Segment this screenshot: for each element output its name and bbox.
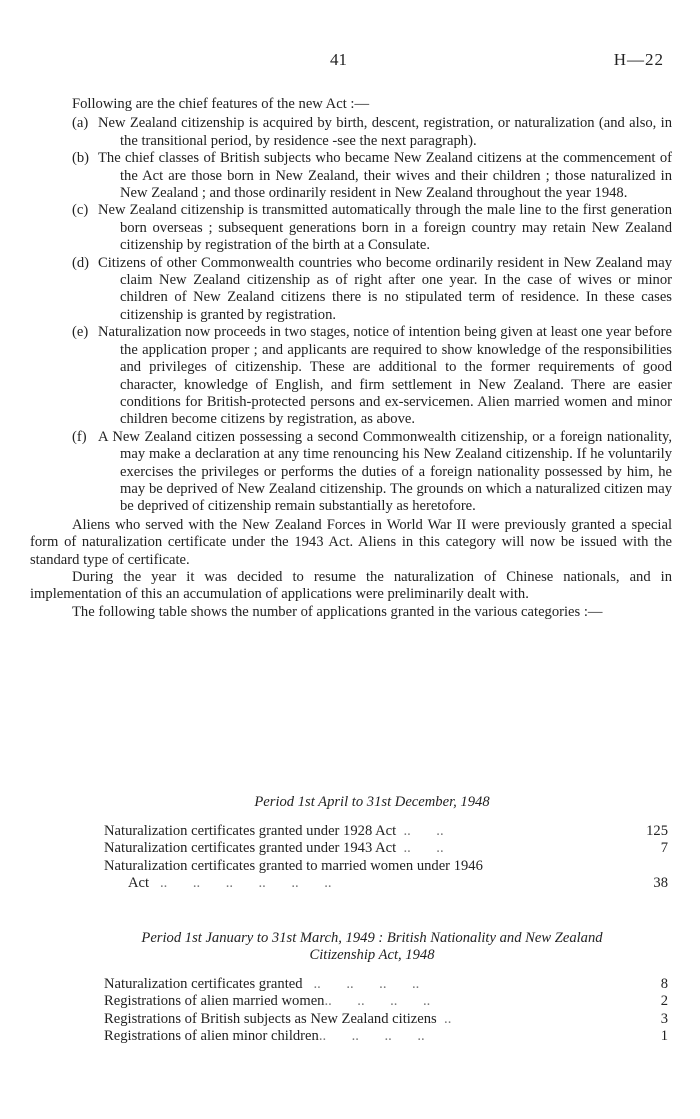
row-leader: ..: [436, 1010, 452, 1027]
body-text: [30, 96, 672, 621]
period-1-section: [72, 794, 672, 893]
row-value: 7: [660, 840, 668, 857]
row-leader: .. .. .. .. .. ..: [149, 875, 332, 892]
intro-line: Following are the chief features of the new Act :—: [72, 96, 370, 112]
feature-text: Naturalization now proceeds in two stages, notice of intention being given at least one year before the application proper ; and applicants are required to show knowledge of the responsibilities and privileges of citizenship. These are additional to the former requirements of good character, knowledge of English, and firm settlement in New Zealand. There are easier conditions for British-protected persons and ex-servicemen. Alien married women and minor children become citizens by registration, as above.: [98, 324, 672, 428]
table-row: [72, 1028, 672, 1045]
row-label: Naturalization certificates granted under 1928 Act: [104, 823, 397, 839]
feature-text: Citizens of other Commonwealth countries who become ordinarily resident in New Zealand may claim New Zealand citizenship as of right after one year. In the case of wives or minor children of New Zealand citizens there is no stipulated term of residence. In these cases citizenship is granted by registration.: [98, 254, 672, 323]
row-label: Registrations of alien minor children: [104, 1028, 319, 1045]
feature-marker: (c): [72, 202, 89, 219]
period-1-title: Period 1st April to 31st December, 1948: [254, 794, 490, 810]
table-row: [72, 1011, 672, 1028]
table-row: [72, 840, 672, 857]
page-number: 41: [330, 50, 347, 69]
row-label: Naturalization certificates granted: [104, 976, 303, 992]
table-row: [72, 976, 672, 993]
row-label: Act: [128, 875, 150, 892]
feature-item: [72, 202, 672, 254]
row-value: 8: [660, 976, 668, 992]
feature-item: [72, 150, 672, 202]
feature-item: [72, 255, 672, 325]
feature-marker: (a): [72, 115, 89, 132]
feature-item: [72, 429, 672, 516]
feature-marker: (f): [72, 428, 87, 445]
period-2-section: [72, 930, 672, 1046]
feature-text: The chief classes of British subjects who became New Zealand citizens at the commencement of the Act are those born in New Zealand, their wives and their children ; those naturalized in New Zealand ; and those ordinarily resident in New Zealand throughout the year 1948.: [98, 150, 672, 202]
feature-marker: (d): [72, 254, 90, 271]
feature-item: [72, 324, 672, 428]
table-row: [72, 823, 672, 840]
row-leader: .. .. .. ..: [324, 993, 431, 1010]
row-leader: .. ..: [396, 840, 444, 857]
row-leader: .. .. .. ..: [302, 976, 420, 992]
feature-marker: (e): [72, 324, 89, 341]
row-value: 125: [646, 823, 668, 839]
paragraph-aliens-forces: Aliens who served with the New Zealand Forces in World War II were previously granted a special form of naturalization certificate under the 1943 Act. Aliens in this category will now be issued with the standard type of certificate.: [30, 516, 672, 568]
row-label: Naturalization certificates granted to married women under 1946: [104, 857, 483, 874]
row-label: Naturalization certificates granted under 1943 Act: [104, 840, 397, 857]
row-value: 2: [660, 993, 668, 1010]
row-value: 3: [660, 1010, 668, 1027]
table-row: [72, 993, 672, 1010]
paragraph-table-intro: The following table shows the number of applications granted in the various categories :—: [72, 603, 603, 620]
feature-item: [72, 115, 672, 150]
row-leader: .. ..: [396, 823, 444, 839]
document-code: H—22: [613, 50, 664, 69]
feature-text: New Zealand citizenship is transmitted automatically through the male line to the first generation born overseas ; subsequent generations born in a foreign country may retain New Zealand citizenship by registration of the birth at a Consulate.: [98, 202, 672, 254]
feature-text: New Zealand citizenship is acquired by birth, descent, registration, or naturalization (and also, in the transitional period, by residence -see the next paragraph).: [98, 115, 672, 149]
period-1-table: [72, 823, 672, 893]
paragraph-chinese-nationals: During the year it was decided to resume the naturalization of Chinese nationals, and in implementation of this an accumulation of applications were preliminarily dealt with.: [30, 568, 672, 603]
row-leader: .. .. .. ..: [318, 1028, 425, 1045]
table-row: [72, 858, 672, 875]
feature-marker: (b): [72, 150, 90, 167]
feature-text: A New Zealand citizen possessing a second Commonwealth citizenship, or a foreign nationality, may make a declaration at any time renouncing his New Zealand citizenship. If he voluntarily exercises the privileges or performs the duties of a foreign nationality possessed by him, he may be deprived of New Zealand citizenship. The grounds on which a naturalized citizen may be deprived of citizenship remain substantially as heretofore.: [98, 428, 672, 515]
row-label: Registrations of alien married women: [104, 993, 325, 1010]
table-row: [72, 875, 672, 892]
row-label: Registrations of British subjects as New Zealand citizens: [104, 1010, 437, 1027]
period-2-table: [72, 976, 672, 1046]
page-header: [0, 50, 700, 70]
row-value: 38: [653, 875, 668, 892]
row-value: 1: [660, 1028, 668, 1045]
period-2-title: Period 1st January to 31st March, 1949 : British Nationality and New Zealand Citizenship Act, 1948: [141, 930, 603, 963]
